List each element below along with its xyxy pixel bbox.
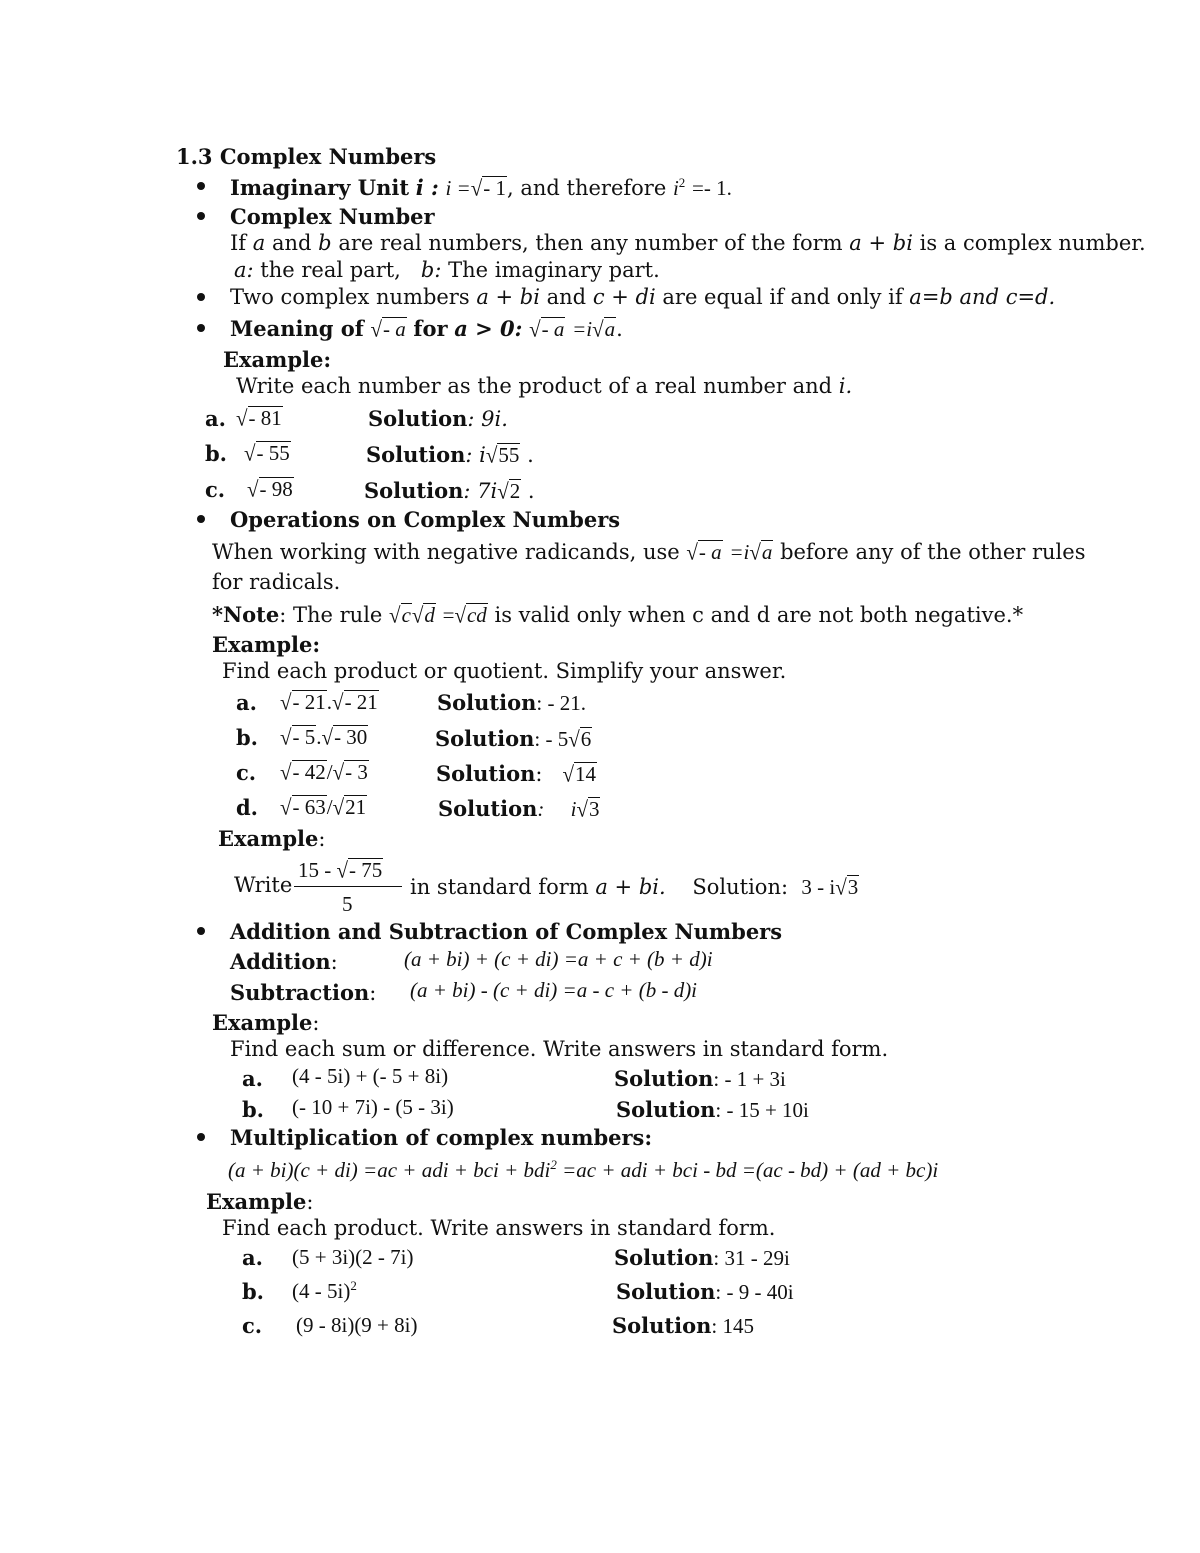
bullet-icon: [197, 927, 205, 935]
subtraction-formula: (a + bi) - (c + di) =a - c + (b - d)i: [410, 978, 698, 1002]
solution-text: Solution: - 9 - 40i: [616, 1279, 794, 1304]
therefore-text: , and therefore: [507, 176, 667, 200]
i-squared-exp: 2: [678, 175, 686, 190]
example-label: Example:: [212, 632, 321, 657]
radical-expression: √- 55: [244, 440, 290, 466]
solution-text: Solution: - 15 + 10i: [616, 1097, 809, 1122]
solution-text: Solution: - 1 + 3i: [614, 1066, 786, 1091]
bullet-icon: [197, 212, 205, 220]
radical-expression: √- 81: [236, 405, 282, 431]
sqrt-neg-one: √- 1: [470, 175, 506, 201]
multiplication-formula: (a + bi)(c + di) =ac + adi + bci + bdi$^2$ =ac + adi + bci - bd =(ac - bd) + (ad + bc)i: [228, 1157, 939, 1182]
solution-text: Solution: - 5√6: [435, 726, 592, 752]
operations-heading: Operations on Complex Numbers: [230, 507, 621, 532]
addition-label: Addition:: [230, 949, 338, 974]
item-letter: a.: [242, 1066, 263, 1091]
note-line: *Note: The rule √c√d =√cd is valid only when c and d are not both negative.*: [212, 602, 1024, 628]
real-imag-parts: a: the real part, b: The imaginary part.: [234, 258, 660, 282]
imaginary-unit-label: Imaginary Unit: [230, 175, 410, 200]
bullet-icon: [197, 293, 205, 301]
difference-expression: (- 10 + 7i) - (5 - 3i): [292, 1095, 454, 1119]
equality-line: Two complex numbers a + bi and c + di are equal if and only if a=b and c=d.: [230, 285, 1056, 309]
imaginary-unit-line: [230, 176, 732, 199]
addition-formula: (a + bi) + (c + di) =a + c + (b + d)i: [404, 947, 713, 971]
product-expression: (4 - 5i)$^2$: [292, 1278, 357, 1303]
solution-text: Solution: 9i.: [368, 406, 508, 431]
sum-expression: (4 - 5i) + (- 5 + 8i): [292, 1064, 449, 1088]
bullet-icon: [197, 1133, 205, 1141]
radical-expression: √- 42/√- 3: [280, 759, 368, 785]
bullet-icon: [197, 515, 205, 523]
standard-form-text: in standard form a + bi. Solution: 3 - i√3: [410, 874, 859, 900]
i-squared-base: i: [672, 176, 679, 200]
radical-expression: √- 5.√- 30: [280, 724, 368, 750]
item-letter: c.: [236, 760, 257, 785]
bullet-icon: [197, 324, 205, 332]
addsub-heading: Addition and Subtraction of Complex Numbers: [230, 919, 783, 944]
multiplication-heading: Multiplication of complex numbers:: [230, 1125, 653, 1150]
solution-text: Solution: 31 - 29i: [614, 1245, 790, 1270]
imaginary-unit-symbol: i :: [415, 175, 439, 200]
radical-expression: √- 21.√- 21: [280, 689, 378, 715]
item-letter: d.: [236, 795, 258, 820]
meaning-line: Meaning of √- a for a > 0: √- a =i√a.: [230, 316, 623, 342]
item-letter: b.: [242, 1097, 264, 1122]
radical-expression: √- 98: [247, 476, 293, 502]
item-letter: c.: [242, 1313, 263, 1338]
example-label: Example:: [212, 1010, 320, 1035]
solution-text: Solution: √14: [436, 761, 597, 787]
operations-rule-cont: for radicals.: [212, 570, 341, 594]
solution-text: Solution: 7i√2 .: [364, 478, 535, 504]
solution-text: Solution: 145: [612, 1313, 754, 1338]
item-letter: c.: [205, 477, 226, 502]
solution-text: Solution: - 21.: [437, 690, 586, 715]
subtraction-label: Subtraction:: [230, 980, 377, 1005]
example-instruction: Write each number as the product of a real number and i.: [236, 374, 853, 398]
write-text: Write: [234, 873, 293, 897]
i-squared-value: =- 1.: [691, 176, 732, 200]
example-instruction: Find each product. Write answers in standard form.: [222, 1216, 776, 1240]
radical-expression: √- 63/√21: [280, 794, 367, 820]
item-letter: a.: [205, 406, 226, 431]
item-letter: a.: [242, 1245, 263, 1270]
complex-number-heading: Complex Number: [230, 204, 435, 229]
bullet-icon: [197, 182, 205, 190]
operations-rule: When working with negative radicands, use √- a =i√a before any of the other rules: [212, 539, 1086, 565]
item-letter: b.: [236, 725, 258, 750]
imaginary-lhs: i =: [445, 176, 471, 200]
example-label: Example:: [223, 347, 332, 372]
product-expression: (9 - 8i)(9 + 8i): [296, 1313, 418, 1337]
solution-text: Solution: i√3: [438, 796, 600, 822]
item-letter: b.: [242, 1279, 264, 1304]
product-expression: (5 + 3i)(2 - 7i): [292, 1245, 414, 1269]
item-letter: a.: [236, 690, 257, 715]
example-instruction: Find each product or quotient. Simplify your answer.: [222, 659, 787, 683]
example-instruction: Find each sum or difference. Write answers in standard form.: [230, 1037, 889, 1061]
page-title: 1.3 Complex Numbers: [176, 144, 437, 169]
complex-definition: If a and b are real numbers, then any number of the form a + bi is a complex number.: [230, 231, 1146, 255]
example-label: Example:: [206, 1189, 314, 1214]
solution-text: Solution: i√55 .: [366, 442, 534, 468]
item-letter: b.: [205, 441, 227, 466]
example-label: Example:: [218, 826, 326, 851]
